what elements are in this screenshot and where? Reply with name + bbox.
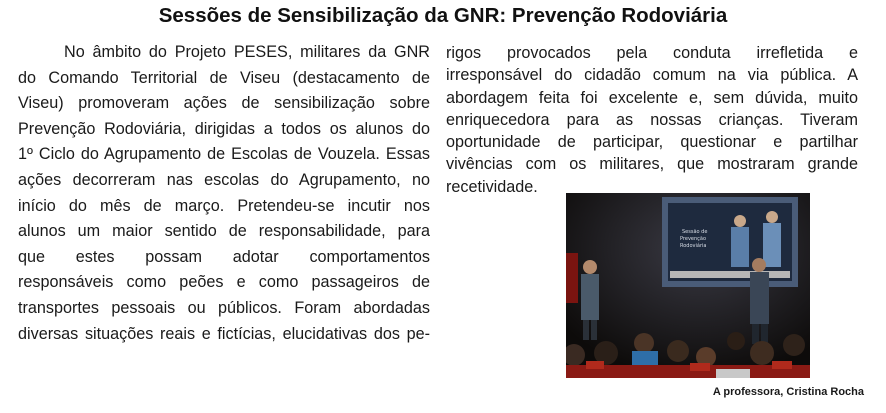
caption: A professora, Cristina Rocha [712,386,864,398]
text-line: responsáveis como peões e como passageiros de [18,273,430,292]
text-line: que estes possam adotar comportamentos [18,247,430,266]
text-line: ações decorreram nas escolas do Agrupamento, no [18,170,430,189]
text-line: diversas situações reais e fictícias, elucidativas dos pe- [18,324,430,343]
left-column [18,40,430,347]
svg-text:Rodoviária: Rodoviária [680,243,707,249]
article-photo [566,193,810,378]
svg-text:Sessão de: Sessão de [682,229,708,235]
text-line: irresponsável do cidadão comum na via pública. A [446,66,858,85]
text-line: recetividade. [446,177,538,196]
text-line: abordagem feita foi excelente e, sem dúvida, muito [446,88,858,107]
text-line: 1º Ciclo do Agrupamento de Escolas de Vouzela. Essas [18,145,430,164]
svg-text:Prevenção: Prevenção [680,236,707,242]
text-line: alunos um maior sentido de responsabilidade, para [18,222,430,241]
text-line: No âmbito do Projeto PESES, militares da GNR [64,43,430,61]
text-line: oportunidade de participar, questionar e partilhar [446,133,858,152]
text-line: rigos provocados pela conduta irrefletida e [446,44,858,62]
article-title: Sessões de Sensibilização da GNR: Prevenção Rodoviária [158,4,728,27]
photo-illustration [566,193,810,378]
text-line: transportes pessoais ou públicos. Foram abordadas [18,298,430,317]
text-line: Prevenção Rodoviária, dirigidas a todos os alunos do [18,119,430,138]
text-line: Viseu) promoveram ações de sensibilização sobre [18,94,430,113]
right-column [446,42,858,198]
text-line: início do mês de março. Pretendeu-se incutir nos [18,196,430,215]
text-line: vivências com os militares, que mostraram grande [446,155,858,174]
text-line: enriquecedora para as nossas crianças. Tiveram [446,110,858,129]
text-line: do Comando Territorial de Viseu (destacamento de [18,68,430,87]
